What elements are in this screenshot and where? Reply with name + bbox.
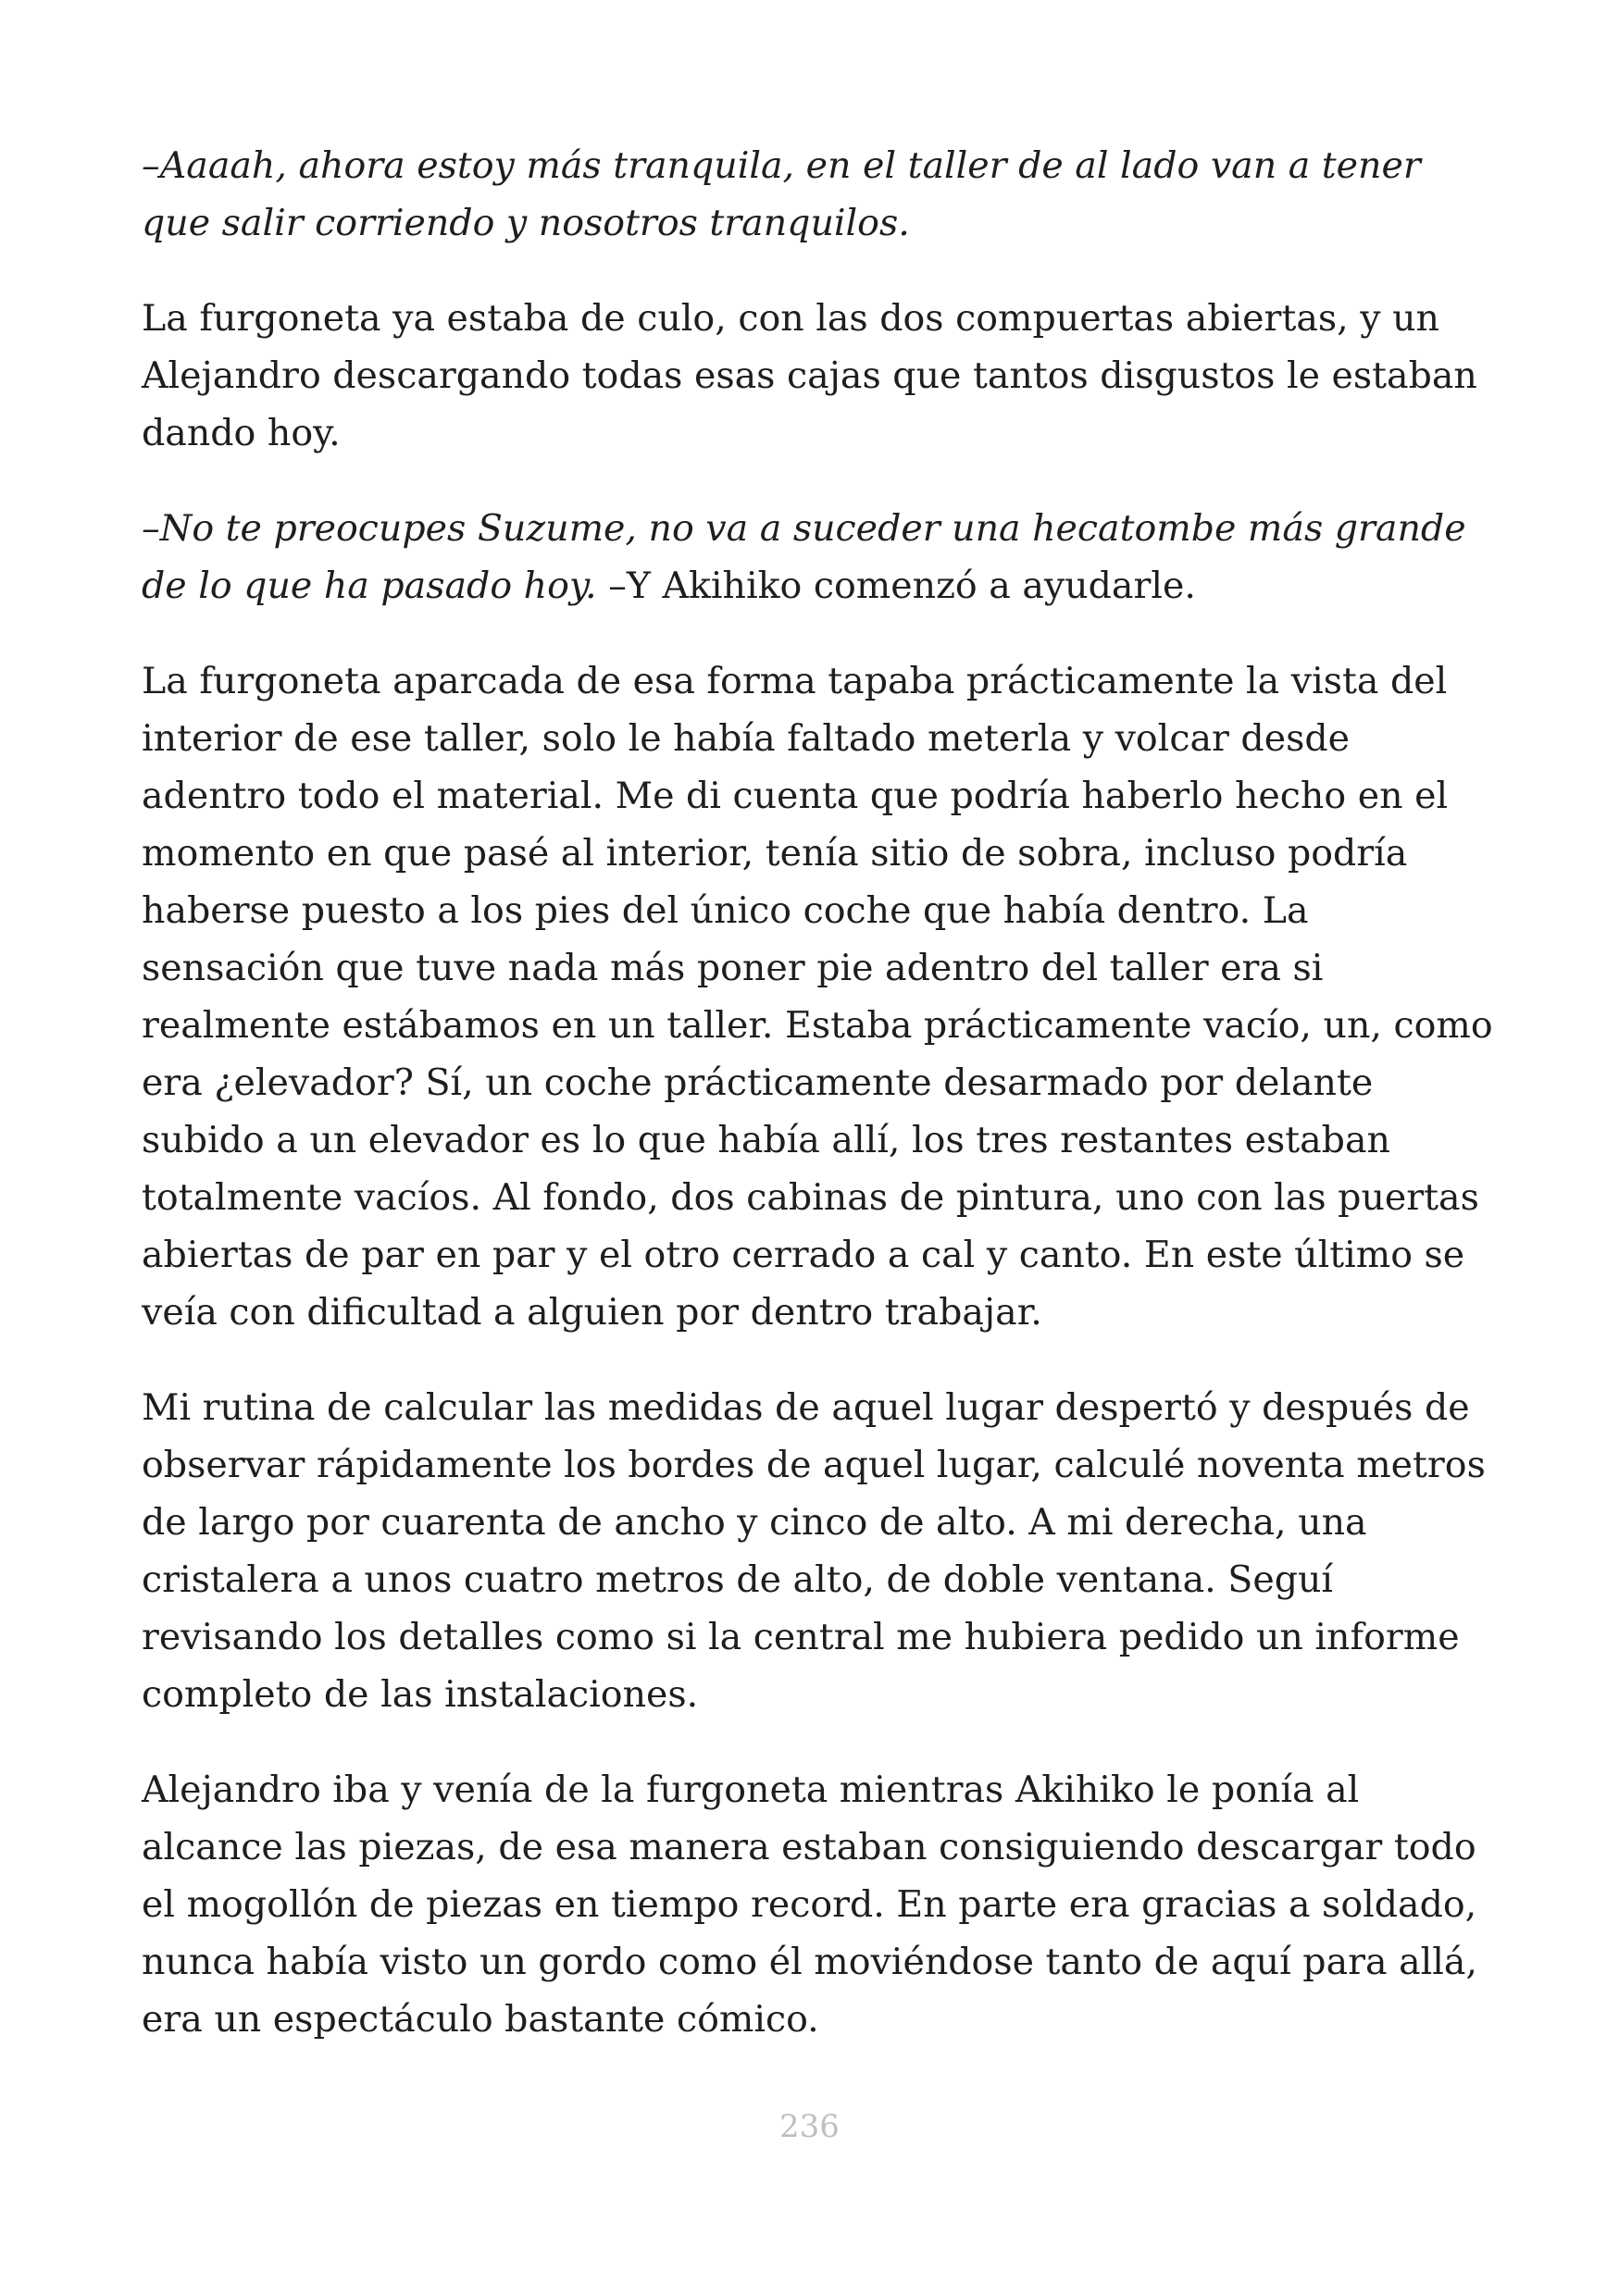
narration-text: –Y Akihiko comenzó a ayudarle. [596, 565, 1196, 607]
paragraph-4 [142, 652, 1493, 1341]
dialogue-italic: –No te preocupes Suzume, no va a suceder una hecatombe más grande de lo que ha pasado hoy. [142, 507, 1466, 607]
narration-text: La furgoneta aparcada de esa forma tapaba prácticamente la vista del interior de ese taller, solo le había faltado meterla y volcar desde adentro todo el material. Me di cuenta que podría haberlo hecho en el momento en que pasé al interior, tenía sitio de sobra, incluso podría haberse puesto a los pies del único coche que había dentro. La sensación que tuve nada más poner pie adentro del taller era si realmente estábamos en un taller. Estaba prácticamente vacío, un, como era ¿elevador? Sí, un coche prácticamente desarmado por delante subido a un elevador es lo que había allí, los tres restantes estaban totalmente vacíos. Al fondo, dos cabinas de pintura, uno con las puertas abiertas de par en par y el otro cerrado a cal y canto. En este último se veía con dificultad a alguien por dentro trabajar. [142, 660, 1493, 1334]
narration-text: Alejandro iba y venía de la furgoneta mientras Akihiko le ponía al alcance las piezas, de esa manera estaban consiguiendo descargar todo el mogollón de piezas en tiempo record. En parte era gracias a soldado, nunca había visto un gordo como él moviéndose tanto de aquí para allá, era un espectáculo bastante cómico. [142, 1769, 1478, 2041]
paragraph-2 [142, 290, 1493, 462]
paragraph-1 [142, 137, 1493, 252]
paragraph-3 [142, 500, 1493, 614]
body-text [142, 137, 1493, 2086]
paragraph-6 [142, 1761, 1493, 2048]
paragraph-5 [142, 1379, 1493, 1723]
narration-text: La furgoneta ya estaba de culo, con las dos compuertas abiertas, y un Alejandro descargando todas esas cajas que tantos disgustos le estaban dando hoy. [142, 297, 1477, 454]
dialogue-italic: –Aaaah, ahora estoy más tranquila, en el taller de al lado van a tener que salir corriendo y nosotros tranquilos. [142, 144, 1421, 244]
narration-text: Mi rutina de calcular las medidas de aquel lugar despertó y después de observar rápidamente los bordes de aquel lugar, calculé noventa metros de largo por cuarenta de ancho y cinco de alto. A mi derecha, una cristalera a unos cuatro metros de alto, de doble ventana. Seguí revisando los detalles como si la central me hubiera pedido un informe completo de las instalaciones. [142, 1386, 1486, 1716]
page-number: 236 [779, 2108, 840, 2145]
